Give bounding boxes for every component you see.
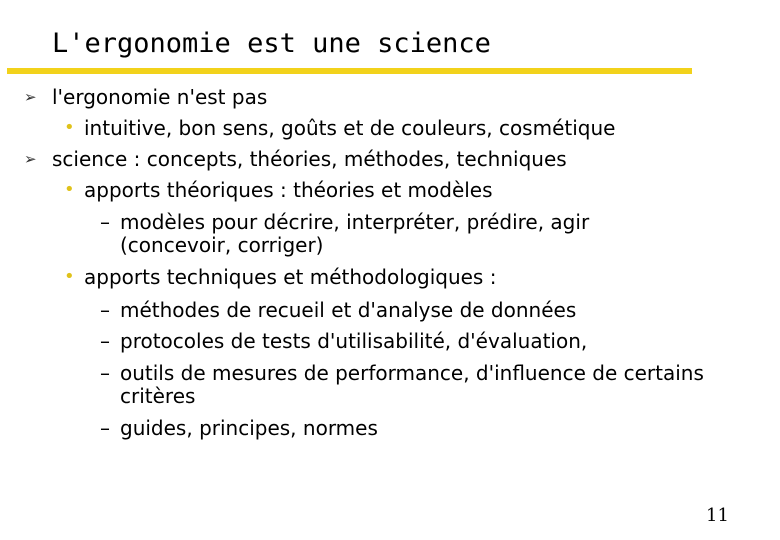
bullet-text-continuation: (concevoir, corriger) [120,233,324,257]
bullet-text: guides, principes, normes [120,416,378,440]
arrow-bullet-icon: ➢ [24,150,37,168]
dash-bullet-icon: – [100,298,110,322]
bullet-text: apports techniques et méthodologiques : [84,265,497,289]
dash-bullet-icon: – [100,416,110,440]
slide-title: L'ergonomie est une science [52,28,491,59]
bullet-text: protocoles de tests d'utilisabilité, d'évaluation, [120,329,588,353]
dash-bullet-icon: – [100,329,110,353]
arrow-bullet-icon: ➢ [24,88,37,106]
dot-bullet-icon: • [64,117,75,138]
bullet-text: méthodes de recueil et d'analyse de données [120,298,577,322]
bullet-text-continuation: critères [120,384,196,408]
bullet-text: science : concepts, théories, méthodes, techniques [52,147,567,171]
dash-bullet-icon: – [100,210,110,234]
bullet-text: modèles pour décrire, interpréter, prédire, agir [120,210,590,234]
bullet-text: intuitive, bon sens, goûts et de couleurs, cosmétique [84,116,616,140]
bullet-text: apports théoriques : théories et modèles [84,178,493,202]
dot-bullet-icon: • [64,179,75,200]
bullet-text: outils de mesures de performance, d'influence de certains [120,361,704,385]
dash-bullet-icon: – [100,361,110,385]
page-number: 11 [706,505,729,526]
bullet-text: l'ergonomie n'est pas [52,85,268,109]
dot-bullet-icon: • [64,266,75,287]
title-underline [7,68,692,74]
